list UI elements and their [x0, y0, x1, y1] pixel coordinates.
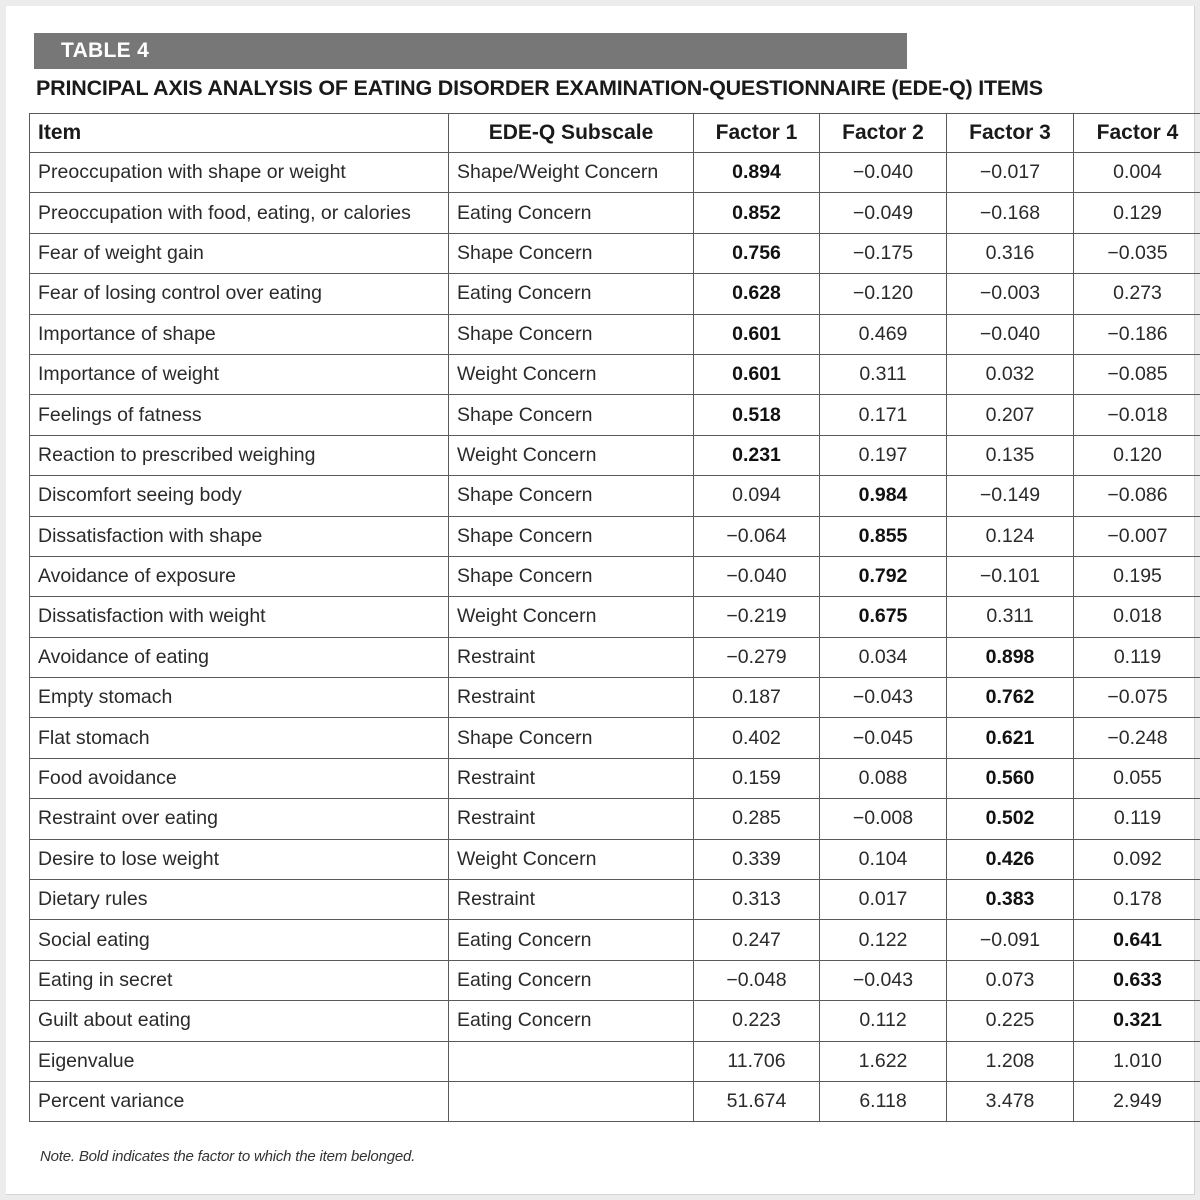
cell-factor-3: 0.135 [947, 435, 1074, 475]
cell-item: Flat stomach [30, 718, 449, 758]
cell-item: Eating in secret [30, 960, 449, 1000]
cell-subscale: Shape Concern [449, 233, 694, 273]
cell-factor-2: 0.104 [820, 839, 947, 879]
cell-factor-2: 0.469 [820, 314, 947, 354]
cell-factor-3: 0.225 [947, 1001, 1074, 1041]
cell-factor-1: 0.094 [694, 476, 820, 516]
table-row [30, 354, 1200, 394]
cell-factor-3: 0.560 [947, 758, 1074, 798]
cell-factor-1: 0.187 [694, 678, 820, 718]
cell-factor-2: 6.118 [820, 1081, 947, 1121]
cell-factor-3: 0.073 [947, 960, 1074, 1000]
cell-factor-2: 0.112 [820, 1001, 947, 1041]
cell-factor-3: 0.124 [947, 516, 1074, 556]
cell-factor-2: −0.043 [820, 678, 947, 718]
cell-factor-2: 0.855 [820, 516, 947, 556]
cell-factor-4: −0.085 [1074, 354, 1200, 394]
cell-item: Social eating [30, 920, 449, 960]
table-body [30, 153, 1200, 1122]
column-header-item: Item [30, 114, 449, 153]
cell-factor-3: 0.762 [947, 678, 1074, 718]
cell-subscale: Shape Concern [449, 718, 694, 758]
cell-item: Empty stomach [30, 678, 449, 718]
cell-factor-1: 0.339 [694, 839, 820, 879]
cell-factor-4: −0.248 [1074, 718, 1200, 758]
cell-item: Preoccupation with food, eating, or calories [30, 193, 449, 233]
table-row [30, 960, 1200, 1000]
cell-factor-2: −0.008 [820, 799, 947, 839]
table-title: PRINCIPAL AXIS ANALYSIS OF EATING DISORDER EXAMINATION-QUESTIONNAIRE (EDE-Q) ITEMS [36, 76, 1043, 100]
cell-factor-1: −0.064 [694, 516, 820, 556]
cell-factor-4: 0.120 [1074, 435, 1200, 475]
cell-factor-1: 51.674 [694, 1081, 820, 1121]
cell-factor-2: −0.175 [820, 233, 947, 273]
table-row [30, 274, 1200, 314]
cell-factor-1: 0.601 [694, 354, 820, 394]
cell-item: Feelings of fatness [30, 395, 449, 435]
cell-subscale [449, 1081, 694, 1121]
cell-factor-4: 0.092 [1074, 839, 1200, 879]
table-row [30, 678, 1200, 718]
cell-factor-2: 0.984 [820, 476, 947, 516]
cell-factor-1: 0.247 [694, 920, 820, 960]
table-row [30, 476, 1200, 516]
table-row [30, 637, 1200, 677]
table-row [30, 758, 1200, 798]
cell-subscale: Weight Concern [449, 354, 694, 394]
cell-factor-3: 0.898 [947, 637, 1074, 677]
cell-factor-2: −0.045 [820, 718, 947, 758]
factor-loadings-table [29, 113, 1200, 1122]
cell-factor-4: 0.633 [1074, 960, 1200, 1000]
cell-factor-2: −0.043 [820, 960, 947, 1000]
cell-item: Eigenvalue [30, 1041, 449, 1081]
cell-factor-4: −0.007 [1074, 516, 1200, 556]
cell-factor-1: −0.279 [694, 637, 820, 677]
cell-factor-1: 0.285 [694, 799, 820, 839]
table-row [30, 516, 1200, 556]
cell-factor-4: 0.178 [1074, 880, 1200, 920]
table-row [30, 153, 1200, 193]
cell-item: Discomfort seeing body [30, 476, 449, 516]
cell-factor-2: 0.675 [820, 597, 947, 637]
cell-factor-4: 0.119 [1074, 637, 1200, 677]
cell-subscale: Weight Concern [449, 839, 694, 879]
cell-item: Guilt about eating [30, 1001, 449, 1041]
cell-factor-3: 0.032 [947, 354, 1074, 394]
cell-factor-3: 0.207 [947, 395, 1074, 435]
table-row [30, 799, 1200, 839]
cell-factor-3: −0.017 [947, 153, 1074, 193]
cell-factor-3: 0.383 [947, 880, 1074, 920]
table-note: Note. Bold indicates the factor to which the item belonged. [40, 1148, 416, 1165]
cell-factor-4: 1.010 [1074, 1041, 1200, 1081]
cell-subscale: Restraint [449, 637, 694, 677]
cell-factor-3: −0.003 [947, 274, 1074, 314]
cell-factor-2: 0.122 [820, 920, 947, 960]
table-row [30, 395, 1200, 435]
column-header-factor-4: Factor 4 [1074, 114, 1200, 153]
cell-factor-4: 0.321 [1074, 1001, 1200, 1041]
cell-factor-2: 0.171 [820, 395, 947, 435]
cell-factor-2: 0.792 [820, 556, 947, 596]
cell-factor-1: 0.894 [694, 153, 820, 193]
cell-item: Avoidance of exposure [30, 556, 449, 596]
cell-factor-4: 0.195 [1074, 556, 1200, 596]
table-label: TABLE 4 [34, 33, 907, 69]
cell-subscale: Restraint [449, 678, 694, 718]
cell-subscale: Eating Concern [449, 920, 694, 960]
table-row [30, 314, 1200, 354]
cell-subscale: Shape Concern [449, 476, 694, 516]
cell-factor-4: 0.004 [1074, 153, 1200, 193]
cell-factor-2: −0.120 [820, 274, 947, 314]
cell-factor-3: −0.149 [947, 476, 1074, 516]
cell-factor-1: 0.231 [694, 435, 820, 475]
document-page [6, 6, 1195, 1195]
table-row [30, 1081, 1200, 1121]
cell-factor-3: 3.478 [947, 1081, 1074, 1121]
cell-factor-1: −0.040 [694, 556, 820, 596]
cell-factor-3: −0.091 [947, 920, 1074, 960]
table-row [30, 435, 1200, 475]
table-row [30, 880, 1200, 920]
cell-factor-1: 11.706 [694, 1041, 820, 1081]
column-header-factor-1: Factor 1 [694, 114, 820, 153]
cell-item: Percent variance [30, 1081, 449, 1121]
table-row [30, 920, 1200, 960]
cell-subscale: Shape Concern [449, 395, 694, 435]
cell-item: Fear of losing control over eating [30, 274, 449, 314]
cell-factor-3: −0.040 [947, 314, 1074, 354]
table-row [30, 597, 1200, 637]
cell-factor-2: −0.049 [820, 193, 947, 233]
cell-item: Dissatisfaction with weight [30, 597, 449, 637]
table-row [30, 1001, 1200, 1041]
cell-factor-4: 0.273 [1074, 274, 1200, 314]
cell-factor-4: 0.641 [1074, 920, 1200, 960]
column-header-factor-3: Factor 3 [947, 114, 1074, 153]
cell-item: Importance of shape [30, 314, 449, 354]
table-row [30, 718, 1200, 758]
table-row [30, 1041, 1200, 1081]
cell-subscale: Eating Concern [449, 1001, 694, 1041]
cell-factor-4: 0.119 [1074, 799, 1200, 839]
cell-factor-4: −0.035 [1074, 233, 1200, 273]
cell-item: Importance of weight [30, 354, 449, 394]
cell-factor-1: 0.756 [694, 233, 820, 273]
cell-item: Desire to lose weight [30, 839, 449, 879]
cell-subscale: Restraint [449, 880, 694, 920]
cell-subscale [449, 1041, 694, 1081]
cell-factor-3: 0.502 [947, 799, 1074, 839]
cell-factor-1: 0.852 [694, 193, 820, 233]
cell-factor-2: 0.197 [820, 435, 947, 475]
table-row [30, 193, 1200, 233]
cell-factor-2: 0.088 [820, 758, 947, 798]
table-row [30, 556, 1200, 596]
cell-subscale: Restraint [449, 799, 694, 839]
cell-factor-2: 0.311 [820, 354, 947, 394]
table-header-row [30, 114, 1200, 153]
cell-factor-1: −0.219 [694, 597, 820, 637]
cell-factor-4: 0.129 [1074, 193, 1200, 233]
cell-factor-2: 1.622 [820, 1041, 947, 1081]
cell-factor-2: 0.017 [820, 880, 947, 920]
cell-item: Dietary rules [30, 880, 449, 920]
table-row [30, 233, 1200, 273]
cell-factor-2: 0.034 [820, 637, 947, 677]
cell-factor-3: −0.101 [947, 556, 1074, 596]
cell-subscale: Shape Concern [449, 516, 694, 556]
cell-subscale: Restraint [449, 758, 694, 798]
cell-item: Dissatisfaction with shape [30, 516, 449, 556]
table-row [30, 839, 1200, 879]
cell-item: Food avoidance [30, 758, 449, 798]
cell-subscale: Weight Concern [449, 435, 694, 475]
cell-factor-3: 0.621 [947, 718, 1074, 758]
cell-subscale: Eating Concern [449, 193, 694, 233]
cell-item: Reaction to prescribed weighing [30, 435, 449, 475]
cell-subscale: Shape/Weight Concern [449, 153, 694, 193]
cell-factor-3: 0.311 [947, 597, 1074, 637]
cell-factor-3: 0.316 [947, 233, 1074, 273]
column-header-factor-2: Factor 2 [820, 114, 947, 153]
column-header-subscale: EDE-Q Subscale [449, 114, 694, 153]
cell-factor-4: 0.055 [1074, 758, 1200, 798]
cell-factor-1: 0.601 [694, 314, 820, 354]
cell-subscale: Eating Concern [449, 960, 694, 1000]
cell-factor-4: −0.186 [1074, 314, 1200, 354]
cell-subscale: Shape Concern [449, 556, 694, 596]
cell-factor-4: −0.086 [1074, 476, 1200, 516]
cell-factor-1: 0.518 [694, 395, 820, 435]
cell-item: Preoccupation with shape or weight [30, 153, 449, 193]
cell-subscale: Shape Concern [449, 314, 694, 354]
cell-item: Fear of weight gain [30, 233, 449, 273]
cell-item: Avoidance of eating [30, 637, 449, 677]
cell-subscale: Eating Concern [449, 274, 694, 314]
cell-factor-1: −0.048 [694, 960, 820, 1000]
cell-factor-2: −0.040 [820, 153, 947, 193]
cell-factor-1: 0.159 [694, 758, 820, 798]
cell-factor-1: 0.628 [694, 274, 820, 314]
cell-factor-1: 0.313 [694, 880, 820, 920]
cell-factor-1: 0.223 [694, 1001, 820, 1041]
cell-factor-1: 0.402 [694, 718, 820, 758]
cell-factor-4: −0.018 [1074, 395, 1200, 435]
cell-factor-3: 0.426 [947, 839, 1074, 879]
cell-subscale: Weight Concern [449, 597, 694, 637]
cell-factor-3: 1.208 [947, 1041, 1074, 1081]
cell-factor-4: −0.075 [1074, 678, 1200, 718]
cell-factor-4: 2.949 [1074, 1081, 1200, 1121]
cell-factor-3: −0.168 [947, 193, 1074, 233]
cell-factor-4: 0.018 [1074, 597, 1200, 637]
cell-item: Restraint over eating [30, 799, 449, 839]
